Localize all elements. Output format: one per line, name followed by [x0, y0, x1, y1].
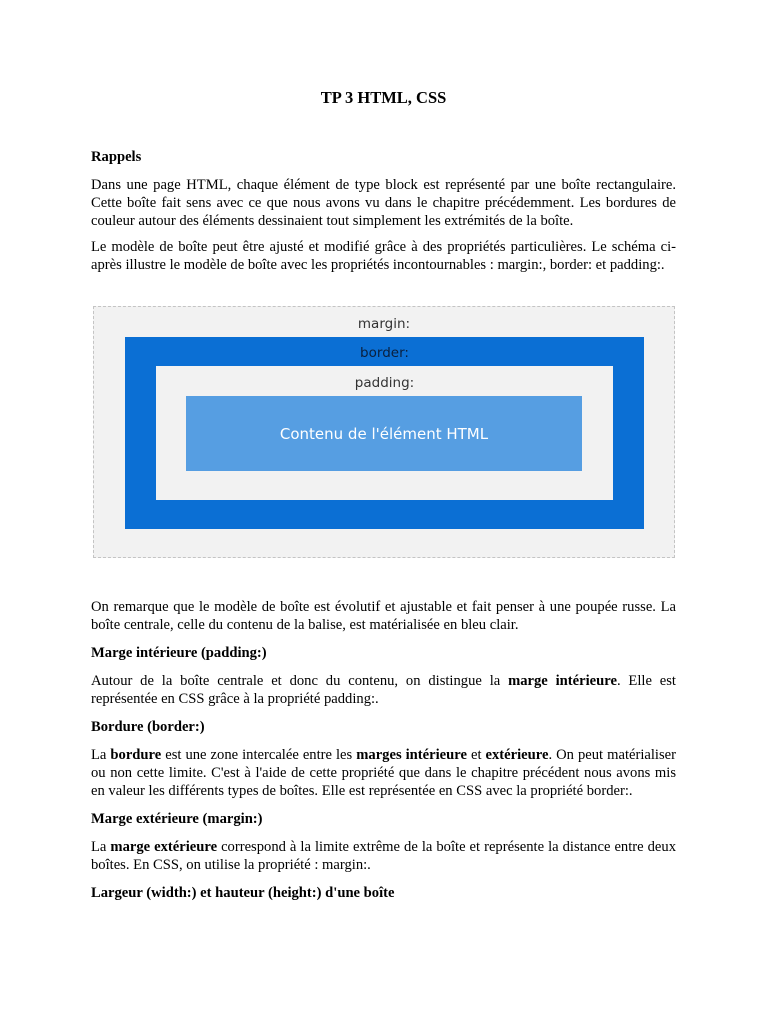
- border-bold-3: extérieure: [485, 747, 549, 763]
- padding-area: [156, 366, 613, 500]
- margin-bold-1: marge extérieure: [110, 839, 218, 855]
- border-text-3: et: [466, 747, 486, 763]
- margin-label: margin:: [357, 316, 411, 332]
- body-sections: [91, 598, 676, 902]
- margin-text-2: correspond à la limite extrême de la boîte et représente la distance entre deux boîtes. En CSS, on utilise la propriété : margin:.: [91, 839, 676, 873]
- intro-paragraph: On remarque que le modèle de boîte est évolutif et ajustable et fait penser à une poupée russe. La boîte centrale, celle du contenu de la balise, est matérialisée en bleu clair.: [91, 599, 676, 633]
- rappels-paragraph-1: Dans une page HTML, chaque élément de type block est représenté par une boîte rectangulaire. Cette boîte fait sens avec ce que nous avons vu dans le chapitre précédemment. Les bordures de couleur autour des éléments dessinaient tout simplement les extrémités de la boîte.: [91, 177, 676, 229]
- border-heading: Bordure (border:): [91, 719, 205, 735]
- rappels-paragraph-2: Le modèle de boîte peut être ajusté et modifié grâce à des propriétés particulières. Le schéma ci-après illustre le modèle de boîte avec les propriétés incontournables : margin:, border: et padding:.: [91, 239, 676, 273]
- margin-text-1: La: [91, 839, 111, 855]
- padding-label: padding:: [354, 375, 415, 391]
- border-paragraph: [91, 746, 676, 800]
- border-label: border:: [360, 345, 409, 361]
- box-model-diagram: [93, 306, 675, 558]
- margin-heading: Marge extérieure (margin:): [91, 811, 263, 827]
- border-bold-2: marges intérieure: [356, 747, 467, 763]
- padding-paragraph: [91, 672, 676, 708]
- padding-heading: Marge intérieure (padding:): [91, 645, 267, 661]
- padding-bold-term: marge intérieure: [508, 673, 617, 689]
- border-bold-1: bordure: [110, 747, 162, 763]
- content-area: Contenu de l'élément HTML: [186, 396, 582, 471]
- border-text-1: La: [91, 747, 111, 763]
- padding-text-a: Autour de la boîte centrale et donc du contenu, on distingue la: [91, 673, 509, 689]
- border-text-2: est une zone intercalée entre les: [161, 747, 357, 763]
- size-heading: Largeur (width:) et hauteur (height:) d'une boîte: [91, 885, 395, 901]
- rappels-heading: Rappels: [91, 149, 142, 165]
- margin-paragraph: [91, 838, 676, 874]
- padding-text-b: . Elle est représentée en CSS grâce à la propriété padding:.: [91, 673, 676, 707]
- border-text-4: . On peut matérialiser ou non cette limite. C'est à l'aide de cette propriété que dans le chapitre précédent nous avons mis en valeur les différents types de boîtes. Elle est représentée en CSS avec la propriété border:.: [91, 747, 676, 799]
- rappels-section: [91, 148, 676, 274]
- border-area: [125, 337, 644, 529]
- page-title: TP 3 HTML, CSS: [320, 88, 447, 107]
